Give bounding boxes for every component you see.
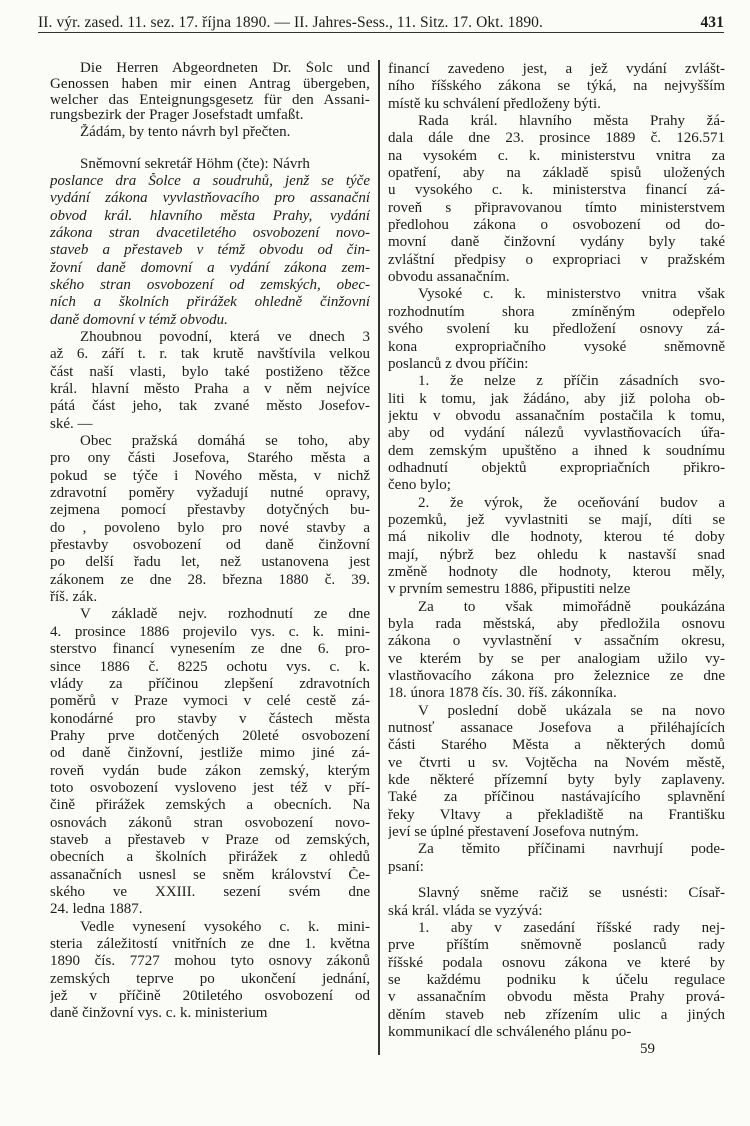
text-line: čeno bylo; [388, 477, 451, 494]
text-line: kona expropriačního vysoké sněmovně [388, 338, 725, 355]
text-line: poslance dra Šolce a soudruhů, jenž se týče [50, 172, 370, 189]
text-line: Sněmovní sekretář Höhm (čte): Návrh [80, 155, 310, 172]
text-line: 1. aby v zasedání říšské rady nej- [418, 919, 725, 936]
text-line: v assanačním obvodu města Prahy prová- [388, 989, 725, 1006]
text-line: konodárné pro stavby v částech města [50, 710, 370, 727]
text-line: Za těmito příčinami navrhují pode- [418, 841, 725, 858]
paragraph [388, 113, 725, 286]
text-line: Die Herren Abgeordneten Dr. Šolc und [80, 61, 370, 76]
text-line: Zhoubnou povodní, která ve dnech 3 [80, 328, 370, 345]
text-line: část naší vlasti, bylo také postiženo těžce [50, 363, 370, 380]
text-line: pro ony části Josefova, Starého města a [50, 450, 370, 467]
text-line: části Starého Města a některých domů [388, 737, 725, 754]
paragraph [50, 919, 370, 1023]
text-line: zemských teprve po ukončení jednání, [50, 970, 370, 987]
paragraph [388, 885, 725, 920]
text-line: V základě nejv. rozhodnutí ze dne [80, 606, 370, 623]
paragraph [50, 606, 370, 918]
text-line: kommunikací dle schváleného plánu po- [388, 1023, 632, 1040]
text-line: jeví se úplné přestavení Josefova nutným. [388, 824, 639, 841]
text-line: vlastňovacího zákona pro železnice ze dne [388, 668, 725, 685]
text-line: V poslední době ukázala se na novo [418, 702, 725, 719]
text-line: roveň vydán bude zákon zemský, kterým [50, 762, 370, 779]
text-line: ské. — [50, 415, 93, 432]
text-line: 1890 čís. 7727 mohou tyto osnovy zákonů [50, 953, 370, 970]
text-line: jež v příčině 20tiletého osvobození od [50, 988, 370, 1005]
text-line: říš. zák. [50, 589, 98, 606]
text-line: zákonem ze dne 28. března 1880 č. 39. [50, 571, 370, 588]
text-line: Také za příčinou nastávajícího splavnění [388, 789, 725, 806]
text-line: 2. že výrok, že oceňování budov a [418, 494, 725, 511]
text-line: toto osvobození vysloveno jest též v pří- [50, 779, 370, 796]
text-line: děním staveb neb zřízením ulic a jiných [388, 1006, 725, 1023]
text-line: since 1886 č. 8225 ochotu vys. c. k. [50, 658, 370, 675]
text-line: mají, nýbrž bez ohledu k nastavší snad [388, 546, 725, 563]
text-line: do , povoleno bylo pro nové stavby a [50, 519, 370, 536]
text-line: 24. ledna 1887. [50, 901, 143, 918]
text-line: pátá část jeho, tak zvané město Josefov- [50, 398, 370, 415]
text-line: roveň s připravovanou tímto ministerstvem [388, 199, 725, 216]
text-line: rungsbezirk der Prager Josefstadt umfaßt. [50, 108, 304, 124]
text-line: assanačních usnesl se sněm království Če- [50, 866, 370, 883]
text-line: steria záležitostí vnitřních ze dne 1. května [50, 936, 370, 952]
text-line: říšské podala osnovu zákona ve které by [388, 954, 725, 971]
text-line: obecních a školních přirážek z ohledů [50, 849, 370, 866]
text-line: v prvním semestru 1886, připustiti nelze [388, 581, 631, 598]
text-line: prve příštím sněmovně poslanců rady [388, 937, 725, 954]
signature-mark: 59 [640, 1041, 655, 1057]
text-line: čině přirážek zemských a obecních. Na [50, 797, 370, 814]
text-line: svého svolení ku předložení osnovy zá- [388, 321, 725, 338]
paragraph [50, 61, 370, 124]
text-line: vydání zákona vyvlastňovacího pro assanační [50, 190, 370, 207]
text-line: movní daně činžovní vydány byly také [388, 234, 725, 251]
paragraph [388, 841, 725, 876]
text-line: přestavby osvobození od daně činžovní [50, 537, 370, 554]
text-line: obvod král. hlavního města Prahy, vydání [50, 207, 370, 224]
page-number: 431 [700, 14, 724, 31]
text-line: řeky Vltavy a překladiště na Františku [388, 806, 725, 823]
text-line: ská král. vláda se vyzývá: [388, 902, 543, 919]
text-line: staveb a přestaveb v témž obvodu od čin- [50, 242, 370, 259]
text-line: byla rada městská, aby předložila osnovu [388, 616, 725, 632]
text-line: jektu v obvodu assanačním postačila k tomu, [388, 407, 725, 424]
text-line: vlády za příčinou zlepšení zdravotních [50, 675, 370, 692]
text-line: Prahy prve dotčených 20leté osvobození [50, 727, 370, 744]
text-line: obvodu assanačním. [388, 269, 510, 286]
text-line: zákona o vyvlastnění v assačním okresu, [388, 633, 725, 650]
text-line: 1. že nelze z příčin zásadních svo- [418, 373, 725, 390]
text-line: u vysokého c. k. ministerstva financí zá- [388, 182, 725, 199]
text-line: ve čtvrti u sv. Vojtěcha na Novém městě, [388, 754, 725, 771]
paragraph [388, 920, 725, 1041]
text-line: Za to však mimořádně poukázána [418, 598, 725, 615]
text-line: zdravotní poměry vyžadují nutné opravy, [50, 485, 370, 502]
text-line: má nikoliv dle hodnoty, kterou té doby [388, 529, 725, 546]
text-line: místě ku schválení předloženy býti. [388, 95, 601, 112]
column-divider [378, 60, 380, 1055]
paragraph [388, 286, 725, 373]
text-line: poměrů v Praze vymoci v celé cestě zá- [50, 693, 370, 710]
paragraph [388, 703, 725, 842]
text-line: Vysoké c. k. ministerstvo vnitra však [418, 286, 725, 303]
text-line: dem zemským upuštěno a ihned k soudnímu [388, 442, 725, 459]
text-line: ních a školních přirážek ohledně činžovní [50, 294, 370, 311]
text-line: financí zavedeno jest, a jež vydání zvlášt- [388, 61, 725, 77]
text-line: až 6. září t. r. tak krutě navštívila velkou [50, 346, 370, 363]
text-line: kde některé přízemní byty byly zaplaveny. [388, 772, 725, 789]
text-line: staveb a přestaveb v Praze od zemských, [50, 831, 370, 848]
text-line: osnovách zákonů stran osvobození novo- [50, 814, 370, 831]
paragraph [388, 61, 725, 113]
text-line: Žádám, by tento návrh byl přečten. [80, 124, 291, 141]
text-line: zvláštní předpisy o expropriaci v pražském [388, 251, 725, 268]
text-line: Obec pražská domáhá se toho, aby [80, 433, 370, 450]
text-line: poslanců z dvou příčin: [388, 355, 529, 372]
paragraph [388, 599, 725, 703]
text-line: na vysokém c. k. ministerstvu vnitra za [388, 147, 725, 164]
paragraph [388, 495, 725, 599]
text-line: psaní: [388, 858, 424, 875]
text-line: Rada král. hlavního města Prahy žá- [418, 113, 725, 130]
text-line: změně hodnoty dle hodnoty, kterou měly, [388, 563, 725, 580]
paragraph [388, 373, 725, 494]
text-line: odhadnutí objektů expropriačních přikro- [388, 459, 725, 476]
right-column [388, 61, 725, 1041]
left-column [50, 61, 370, 1023]
text-line: zejmena pomocí přestavby dotyčných bu- [50, 502, 370, 519]
text-line: aby od vydání nálezů vyvlastňovacích úřa- [388, 425, 725, 442]
text-line: Genossen haben mir einen Antrag übergeben, [50, 76, 370, 92]
header-title: II. výr. zased. 11. sez. 17. října 1890. — II. Jahres-Sess., 11. Sitz. 17. Okt. 1890. [38, 14, 543, 31]
paragraph [50, 329, 370, 433]
text-line: ního říšského zákona se týká, na nejvyšším [388, 78, 725, 95]
text-line: pozemků, jež vyvlastniti se mají, díti se [388, 511, 725, 528]
text-line: welcher das Enteignungsgesetz für den Assani- [50, 92, 370, 108]
text-line: od daně činžovní, jestliže mimo jiné zá- [50, 745, 370, 762]
text-line: se každému podniku k účelu regulace [388, 971, 725, 988]
paragraph [50, 173, 370, 329]
text-line: ského stran osvobození od zemských, obec- [50, 276, 370, 293]
text-line: 4. prosince 1886 projevilo vys. c. k. mini- [50, 623, 370, 640]
text-line: daně domovní v témž obvodu. [50, 311, 228, 328]
text-line: daně činžovní vys. c. k. ministerium [50, 1005, 268, 1022]
running-header [38, 10, 724, 33]
text-line: sterstvo financí vynesením ze dne 6. pro- [50, 641, 370, 658]
paragraph [50, 124, 370, 141]
text-line: ve kterém by se per analogiam užilo vy- [388, 650, 725, 667]
text-line: žovní daně domovní a vydání zákona zem- [50, 259, 370, 276]
text-line: zákona stran dvacetiletého osvobození novo- [50, 224, 370, 241]
text-line: král. hlavní město Praha a v něm nejvíce [50, 381, 370, 397]
text-line: liti k tomu, jak žádáno, aby již poloha ob- [388, 390, 725, 407]
paragraph [50, 156, 370, 173]
text-line: Slavný sněme račiž se usnésti: Císař- [418, 885, 725, 902]
text-line: 18. února 1878 čís. 30. říš. zákonníka. [388, 685, 617, 702]
text-line: ského ve XXIII. sezení svém dne [50, 883, 370, 900]
text-line: předlohou zákona o osvobození od do- [388, 217, 725, 234]
text-line: Vedle vynesení vysokého c. k. mini- [80, 918, 370, 935]
text-line: rozhodnutím shora zmíněným odepřelo [388, 303, 725, 320]
text-line: nutnosť assanace Josefova a přiléhajících [388, 720, 725, 737]
text-line: opatření, aby na základě spisů uložených [388, 165, 725, 182]
text-line: pokud se týče i Nového města, v nichž [50, 467, 370, 484]
text-line: dala dále dne 23. prosince 1889 č. 126.571 [388, 130, 725, 147]
paragraph [50, 433, 370, 606]
text-line: po delší řadu let, než ustanovena jest [50, 554, 370, 571]
